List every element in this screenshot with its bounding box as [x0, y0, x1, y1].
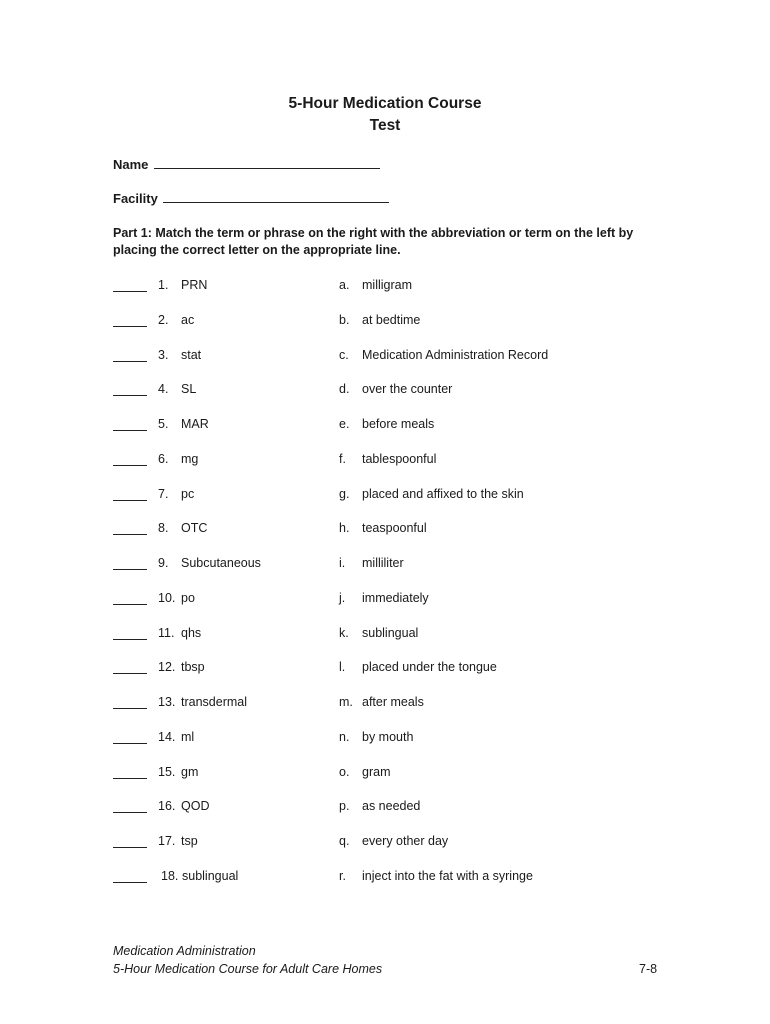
item-term: po: [181, 590, 195, 605]
option-definition: after meals: [362, 695, 424, 709]
option-letter: m.: [339, 695, 353, 709]
item-number: 10.: [158, 590, 176, 605]
matching-row: [0, 487, 770, 505]
matching-row: [0, 278, 770, 296]
matching-row: [0, 313, 770, 331]
item-number: 12.: [158, 660, 176, 675]
item-term: qhs: [181, 625, 202, 640]
matching-row: [0, 626, 770, 644]
item-number: 7.: [158, 486, 169, 501]
matching-row: [0, 834, 770, 852]
answer-blank[interactable]: [113, 291, 147, 292]
option-letter: o.: [339, 764, 350, 779]
matching-row: [0, 660, 770, 678]
title-line-2: Test: [369, 117, 401, 134]
facility-field: [113, 190, 389, 206]
item-term: sublingual: [182, 868, 239, 883]
option-letter: c.: [339, 347, 349, 362]
item-term: transdermal: [181, 695, 247, 709]
matching-row: [0, 765, 770, 783]
answer-blank[interactable]: [113, 395, 147, 396]
item-term: ml: [181, 729, 195, 744]
item-term: gm: [181, 764, 199, 779]
item-term: Subcutaneous: [181, 556, 261, 570]
item-number: 14.: [158, 729, 176, 744]
option-definition: milliliter: [362, 556, 404, 570]
item-term: MAR: [181, 417, 209, 431]
answer-blank[interactable]: [113, 604, 147, 605]
name-label: Name: [113, 157, 149, 172]
name-field: [113, 156, 380, 172]
item-number: 11.: [158, 625, 175, 640]
item-number: 6.: [158, 451, 169, 466]
instructions: Part 1: Match the term or phrase on the right with the abbreviation or term on the left by placing the correct letter on the appropriate line.: [113, 226, 634, 257]
option-definition: Medication Administration Record: [362, 347, 549, 362]
item-term: pc: [181, 486, 195, 501]
option-definition: sublingual: [362, 625, 419, 640]
option-definition: placed and affixed to the skin: [362, 486, 524, 501]
option-letter: p.: [339, 799, 350, 814]
page-number: 7-8: [639, 962, 658, 976]
option-letter: r.: [339, 868, 346, 883]
item-number: 1.: [158, 278, 169, 292]
option-letter: e.: [339, 417, 350, 431]
item-term: PRN: [181, 278, 208, 292]
answer-blank[interactable]: [113, 326, 147, 327]
option-letter: a.: [339, 278, 350, 292]
option-definition: placed under the tongue: [362, 660, 497, 675]
answer-blank[interactable]: [113, 639, 147, 640]
matching-row: [0, 591, 770, 609]
option-definition: at bedtime: [362, 312, 421, 327]
answer-blank[interactable]: [113, 778, 147, 779]
answer-blank[interactable]: [113, 500, 147, 501]
item-number: 9.: [158, 556, 169, 570]
item-term: mg: [181, 451, 199, 466]
option-letter: g.: [339, 486, 350, 501]
matching-row: [0, 556, 770, 574]
option-definition: as needed: [362, 799, 421, 814]
option-letter: d.: [339, 382, 350, 397]
answer-blank[interactable]: [113, 708, 147, 709]
option-letter: j.: [339, 590, 346, 605]
item-term: ac: [181, 312, 195, 327]
answer-blank[interactable]: [113, 569, 147, 570]
item-term: stat: [181, 347, 202, 362]
item-term: OTC: [181, 521, 208, 536]
option-letter: h.: [339, 521, 350, 536]
answer-blank[interactable]: [113, 361, 147, 362]
answer-blank[interactable]: [113, 430, 147, 431]
matching-row: [0, 452, 770, 470]
item-number: 5.: [158, 417, 169, 431]
footer-line-1: Medication Administration: [113, 944, 256, 958]
item-number: 4.: [158, 382, 169, 397]
answer-blank[interactable]: [113, 465, 147, 466]
item-term: SL: [181, 382, 197, 397]
option-letter: k.: [339, 625, 349, 640]
name-line[interactable]: [154, 156, 380, 169]
item-term: tsp: [181, 834, 198, 848]
item-number: 13.: [158, 695, 176, 709]
option-definition: tablespoonful: [362, 451, 437, 466]
item-term: tbsp: [181, 660, 205, 675]
item-term: QOD: [181, 799, 210, 814]
option-definition: immediately: [362, 590, 429, 605]
option-letter: i.: [339, 556, 346, 570]
answer-blank[interactable]: [113, 882, 147, 883]
matching-row: [0, 417, 770, 435]
item-number: 16.: [158, 799, 176, 814]
matching-row: [0, 730, 770, 748]
option-definition: teaspoonful: [362, 521, 427, 536]
option-definition: every other day: [362, 834, 449, 848]
option-definition: gram: [362, 764, 391, 779]
option-letter: q.: [339, 834, 350, 848]
option-letter: f.: [339, 451, 346, 466]
option-definition: milligram: [362, 278, 412, 292]
answer-blank[interactable]: [113, 847, 147, 848]
option-definition: over the counter: [362, 382, 453, 397]
option-definition: by mouth: [362, 729, 414, 744]
answer-blank[interactable]: [113, 743, 147, 744]
matching-row: [0, 348, 770, 366]
item-number: 3.: [158, 347, 169, 362]
option-letter: b.: [339, 312, 350, 327]
answer-blank[interactable]: [113, 812, 147, 813]
option-definition: before meals: [362, 417, 435, 431]
option-letter: n.: [339, 729, 350, 744]
footer-line-2: 5-Hour Medication Course for Adult Care Homes: [113, 962, 383, 976]
facility-line[interactable]: [163, 190, 389, 203]
matching-row: [0, 695, 770, 713]
option-definition: inject into the fat with a syringe: [362, 868, 533, 883]
answer-blank[interactable]: [113, 534, 147, 535]
item-number: 15.: [158, 764, 176, 779]
item-number: 18.: [161, 868, 179, 883]
matching-row: [0, 799, 770, 817]
matching-row: [0, 869, 770, 887]
matching-row: [0, 521, 770, 539]
title-line-1: 5-Hour Medication Course: [288, 95, 482, 112]
facility-label: Facility: [113, 191, 158, 206]
item-number: 2.: [158, 312, 169, 327]
item-number: 8.: [158, 521, 169, 536]
answer-blank[interactable]: [113, 673, 147, 674]
item-number: 17.: [158, 834, 176, 848]
matching-row: [0, 382, 770, 400]
option-letter: l.: [339, 660, 346, 675]
